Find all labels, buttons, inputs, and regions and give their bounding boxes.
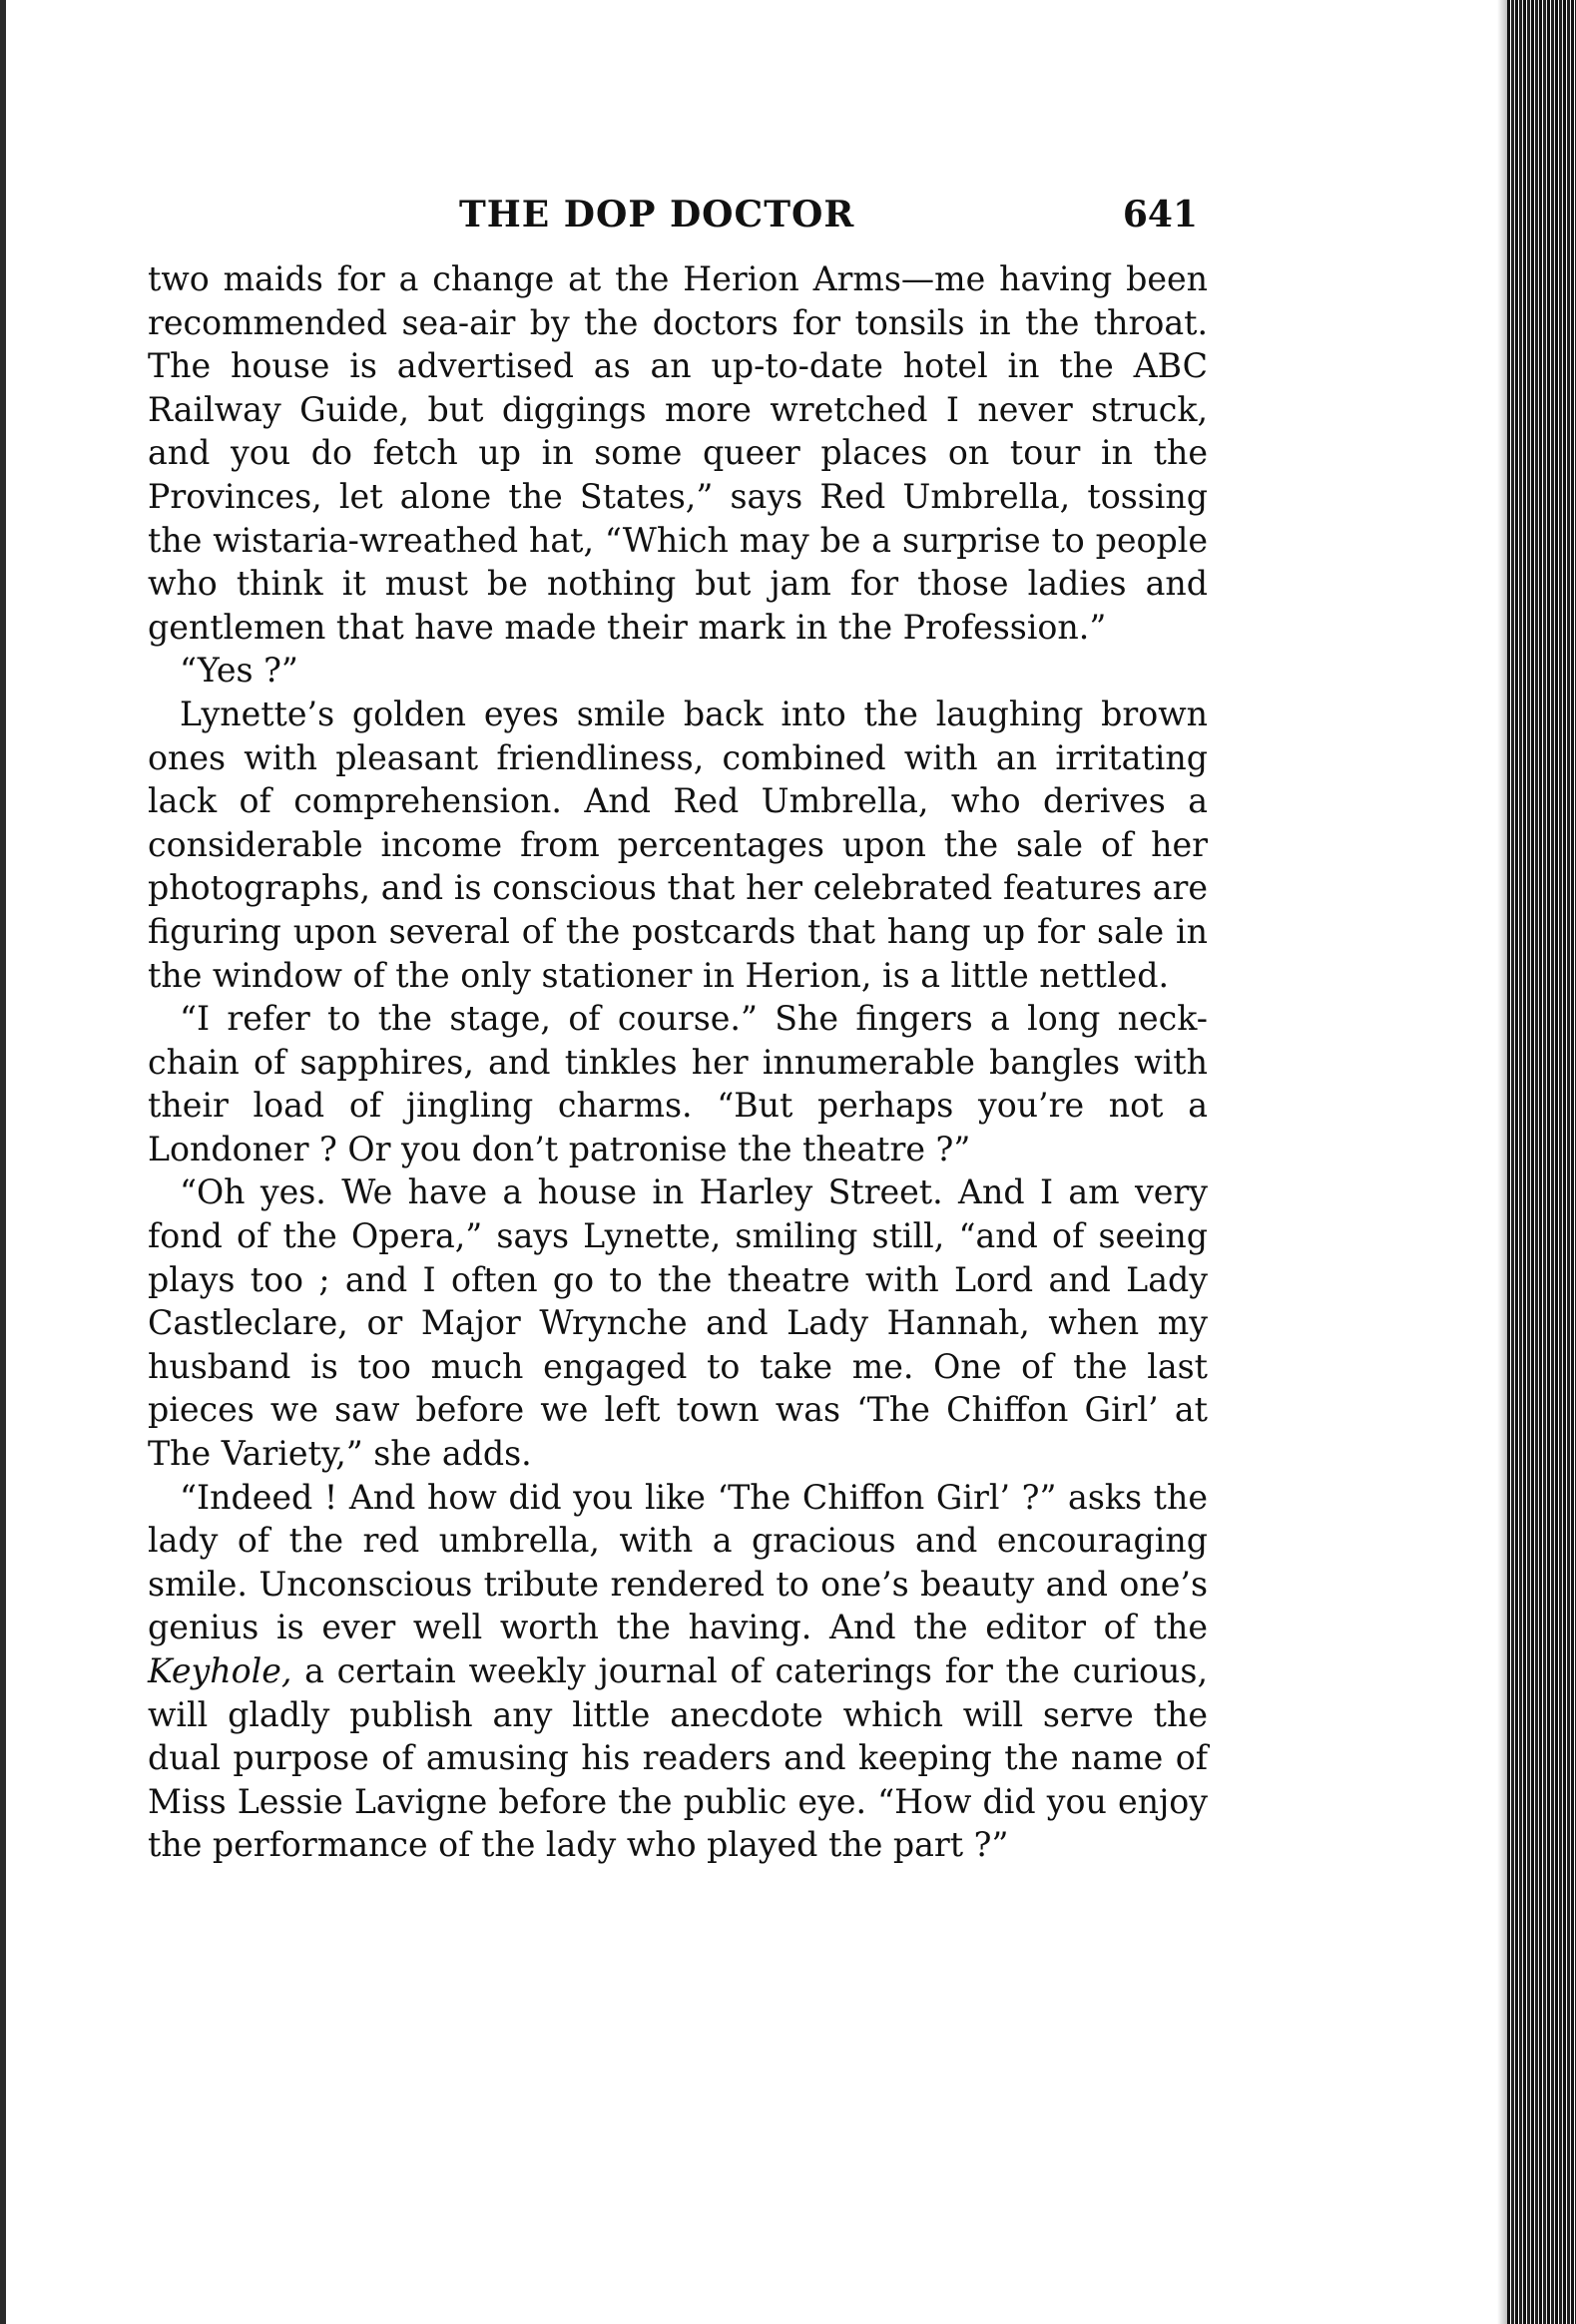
paragraph-6-part-1: “Indeed ! And how did you like ‘The Chiffon Girl’ ?” asks the lady of the red umbrella, with a gracious and encouraging smile. Unconscious tribute rendered to one’s beauty and one’s genius is ever well worth the having. And the editor of the [148,1477,1208,1647]
paragraph-1: two maids for a change at the Herion Arms—me having been recommended sea-air by the doctors for tonsils in the throat. The house is advertised as an up-to-date hotel in the ABC Railway Guide, but diggings more wretched I never struck, and you do fetch up in some queer places on tour in the Provinces, let alone the States,” says Red Umbrella, tossing the wistaria-wreathed hat, “Which may be a surprise to people who think it must be nothing but jam for those ladies and gentlemen that have made their mark in the Profession.” [148,259,1208,647]
body-text [148,257,1208,1867]
page-number: 641 [1122,194,1198,235]
paragraph-5: “Oh yes. We have a house in Harley Street. And I am very fond of the Opera,” says Lynette, smiling still, “and of seeing plays too ; and I often go to the theatre with Lord and Lady Castleclare, or Major Wrynche and Lady Hannah, when my husband is too much engaged to take me. One of the last pieces we saw before we left town was ‘The Chiffon Girl’ at The Variety,” she adds. [148,1172,1208,1474]
paragraph-6 [148,1476,1208,1867]
paragraph-4: “I refer to the stage, of course.” She fingers a long neck-chain of sapphires, and tinkles her innumerable bangles with their load of jingling charms. “But perhaps you’re not a Londoner ? Or you don’t patronise the theatre ?” [148,999,1208,1168]
paragraph-3: Lynette’s golden eyes smile back into the laughing brown ones with pleasant friendliness, combined with an irritating lack of comprehension. And Red Umbrella, who derives a considerable income from percentages upon the sale of her photographs, and is conscious that her celebrated features are figuring upon several of the postcards that hang up for sale in the window of the only stationer in Herion, is a little nettled. [148,694,1208,995]
running-title: THE DOP DOCTOR [459,194,855,235]
page-left-edge [0,0,6,2324]
journal-title-italic: Keyhole, [148,1651,292,1690]
running-header [150,194,1198,249]
paragraph-2: “Yes ?” [180,651,298,691]
book-spine-edge [1507,0,1576,2324]
paragraph-6-part-2: a certain weekly journal of caterings for the curious, will gladly publish any little anecdote which will serve the dual purpose of amusing his readers and keeping the name of Miss Lessie Lavigne before the public eye. “How did you enjoy the performance of the lady who played the part ?” [148,1651,1208,1865]
